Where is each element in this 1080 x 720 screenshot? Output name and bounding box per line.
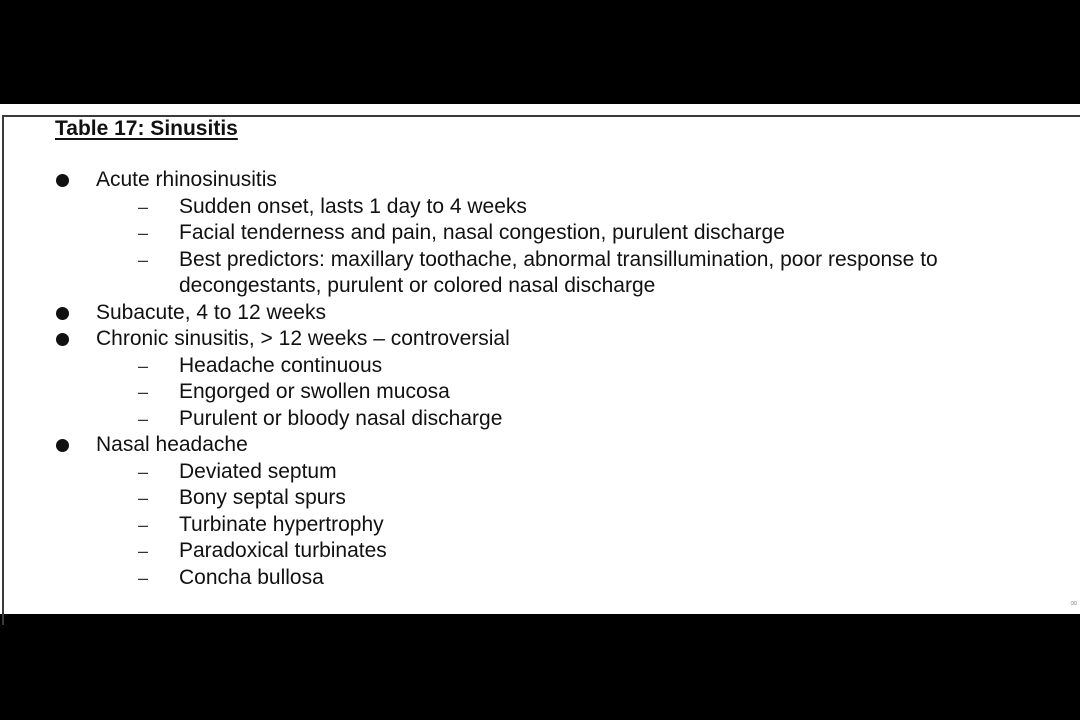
list-item-label: Acute rhinosinusitis — [96, 168, 277, 191]
sub-list-item-label: Best predictors: maxillary toothache, abnormal transillumination, poor response to decongestants, purulent or colored nasal discharge — [179, 247, 938, 297]
sub-list-item-label: Bony septal spurs — [179, 486, 346, 509]
sub-list — [0, 459, 1080, 592]
table-title: Table 17: Sinusitis — [55, 117, 238, 140]
sub-list-item — [0, 379, 1080, 406]
dash-icon: – — [138, 541, 149, 561]
sub-list-item-label: Paradoxical turbinates — [179, 539, 387, 562]
sub-list-item — [0, 565, 1080, 592]
sub-list-item-label: Concha bullosa — [179, 565, 324, 589]
sub-list-item-label: Purulent or bloody nasal discharge — [179, 406, 503, 430]
sub-list-item — [0, 220, 1080, 247]
dash-icon: – — [138, 514, 149, 535]
dash-icon: – — [138, 249, 149, 270]
bullet-dot-icon — [56, 333, 69, 346]
list-item-label: Nasal headache — [96, 433, 248, 456]
corner-mark-icon: ∞ — [1069, 598, 1078, 609]
dash-icon: – — [138, 461, 149, 482]
sub-list-item — [0, 538, 1080, 565]
dash-icon: – — [138, 382, 149, 402]
sub-list-item-label: Deviated septum — [179, 459, 337, 483]
sub-list-item — [0, 485, 1080, 512]
list-item-label: Chronic sinusitis, > 12 weeks – controversial — [96, 327, 510, 350]
sub-list-item — [0, 353, 1080, 380]
sub-list — [0, 353, 1080, 433]
bullet-dot-icon — [56, 307, 69, 320]
dash-icon: – — [138, 567, 149, 588]
dash-icon: – — [138, 223, 149, 243]
sub-list-item-label: Facial tenderness and pain, nasal congestion, purulent discharge — [179, 221, 785, 244]
dash-icon: – — [138, 196, 149, 217]
sub-list-item — [0, 512, 1080, 539]
sub-list-item — [0, 406, 1080, 433]
bullet-dot-icon — [56, 174, 69, 187]
dash-icon: – — [138, 488, 149, 508]
list-item — [0, 167, 1080, 300]
dash-icon: – — [138, 408, 149, 429]
sub-list-item-label: Turbinate hypertrophy — [179, 512, 384, 536]
sub-list-item — [0, 247, 1080, 300]
dash-icon: – — [138, 355, 149, 376]
list-item — [0, 432, 1080, 591]
sub-list — [0, 194, 1080, 300]
list-item — [0, 326, 1080, 432]
bullet-list — [0, 167, 1080, 591]
document-panel — [0, 104, 1080, 614]
list-item — [0, 300, 1080, 327]
sub-list-item — [0, 194, 1080, 221]
sub-list-item — [0, 459, 1080, 486]
sub-list-item-label: Engorged or swollen mucosa — [179, 380, 450, 403]
list-item-label: Subacute, 4 to 12 weeks — [96, 300, 326, 324]
bullet-dot-icon — [56, 439, 69, 452]
sub-list-item-label: Headache continuous — [179, 353, 383, 377]
sub-list-item-label: Sudden onset, lasts 1 day to 4 weeks — [179, 194, 527, 218]
